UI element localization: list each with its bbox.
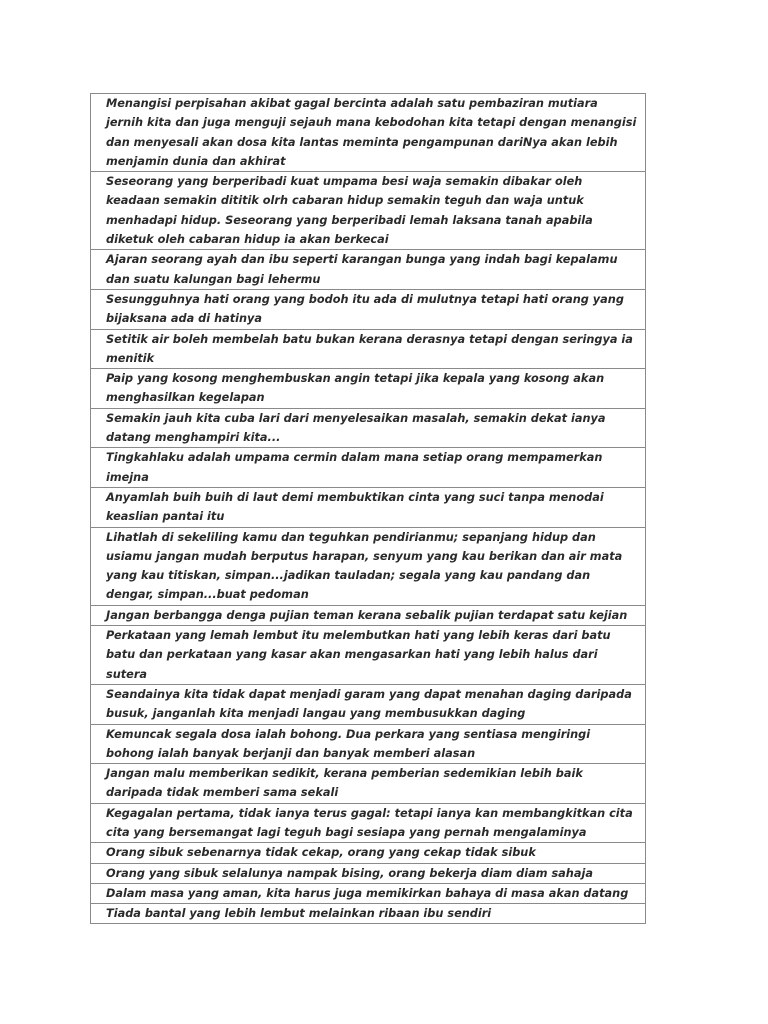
- quote-cell: Tiada bantal yang lebih lembut melainkan ribaan ibu sendiri: [91, 904, 646, 924]
- quote-cell: Ajaran seorang ayah dan ibu seperti karangan bunga yang indah bagi kepalamu dan suatu kalungan bagi lehermu: [91, 250, 646, 290]
- table-row: [91, 904, 646, 924]
- quote-cell: Orang sibuk sebenarnya tidak cekap, orang yang cekap tidak sibuk: [91, 843, 646, 863]
- table-row: [91, 369, 646, 409]
- table-row: [91, 626, 646, 685]
- table-row: [91, 803, 646, 843]
- table-row: [91, 527, 646, 605]
- table-row: [91, 329, 646, 369]
- table-row: [91, 883, 646, 903]
- quote-cell: Anyamlah buih buih di laut demi membuktikan cinta yang suci tanpa menodai keaslian pantai itu: [91, 487, 646, 527]
- quote-cell: Perkataan yang lemah lembut itu melembutkan hati yang lebih keras dari batu batu dan perkataan yang kasar akan mengasarkan hati yang lebih halus dari sutera: [91, 626, 646, 685]
- table-row: [91, 764, 646, 804]
- quote-cell: Dalam masa yang aman, kita harus juga memikirkan bahaya di masa akan datang: [91, 883, 646, 903]
- quote-cell: Sesungguhnya hati orang yang bodoh itu ada di mulutnya tetapi hati orang yang bijaksana ada di hatinya: [91, 289, 646, 329]
- table-row: [91, 487, 646, 527]
- table-row: [91, 448, 646, 488]
- quote-cell: Jangan berbangga denga pujian teman kerana sebalik pujian terdapat satu kejian: [91, 605, 646, 625]
- quote-cell: Jangan malu memberikan sedikit, kerana pemberian sedemikian lebih baik daripada tidak memberi sama sekali: [91, 764, 646, 804]
- quote-cell: Setitik air boleh membelah batu bukan kerana derasnya tetapi dengan seringya ia menitik: [91, 329, 646, 369]
- quote-cell: Semakin jauh kita cuba lari dari menyelesaikan masalah, semakin dekat ianya datang menghampiri kita...: [91, 408, 646, 448]
- table-row: [91, 94, 646, 172]
- quote-cell: Kemuncak segala dosa ialah bohong. Dua perkara yang sentiasa mengiringi bohong ialah banyak berjanji dan banyak memberi alasan: [91, 724, 646, 764]
- quote-table-body: [91, 94, 646, 924]
- quote-table: [90, 93, 646, 924]
- table-row: [91, 605, 646, 625]
- quote-cell: Seseorang yang berperibadi kuat umpama besi waja semakin dibakar oleh keadaan semakin dititik olrh cabaran hidup semakin teguh dan waja untuk menhadapi hidup. Seseorang yang berperibadi lemah laksana tanah apabila diketuk oleh cabaran hidup ia akan berkecai: [91, 172, 646, 250]
- quote-cell: Kegagalan pertama, tidak ianya terus gagal: tetapi ianya kan membangkitkan cita cita yang bersemangat lagi teguh bagi sesiapa yang pernah mengalaminya: [91, 803, 646, 843]
- quote-cell: Paip yang kosong menghembuskan angin tetapi jika kepala yang kosong akan menghasilkan kegelapan: [91, 369, 646, 409]
- quote-cell: Menangisi perpisahan akibat gagal bercinta adalah satu pembaziran mutiara jernih kita dan juga menguji sejauh mana kebodohan kita tetapi dengan menangisi dan menyesali akan dosa kita lantas meminta pengampunan dariNya akan lebih menjamin dunia dan akhirat: [91, 94, 646, 172]
- quote-cell: Lihatlah di sekeliling kamu dan teguhkan pendirianmu; sepanjang hidup dan usiamu jangan mudah berputus harapan, senyum yang kau berikan dan air mata yang kau titiskan, simpan...jadikan tauladan; segala yang kau pandang dan dengar, simpan...buat pedoman: [91, 527, 646, 605]
- table-row: [91, 172, 646, 250]
- table-row: [91, 684, 646, 724]
- table-row: [91, 724, 646, 764]
- table-row: [91, 408, 646, 448]
- table-row: [91, 863, 646, 883]
- quote-cell: Seandainya kita tidak dapat menjadi garam yang dapat menahan daging daripada busuk, janganlah kita menjadi langau yang membusukkan daging: [91, 684, 646, 724]
- table-row: [91, 250, 646, 290]
- quote-cell: Tingkahlaku adalah umpama cermin dalam mana setiap orang mempamerkan imejna: [91, 448, 646, 488]
- table-row: [91, 289, 646, 329]
- quote-cell: Orang yang sibuk selalunya nampak bising, orang bekerja diam diam sahaja: [91, 863, 646, 883]
- table-row: [91, 843, 646, 863]
